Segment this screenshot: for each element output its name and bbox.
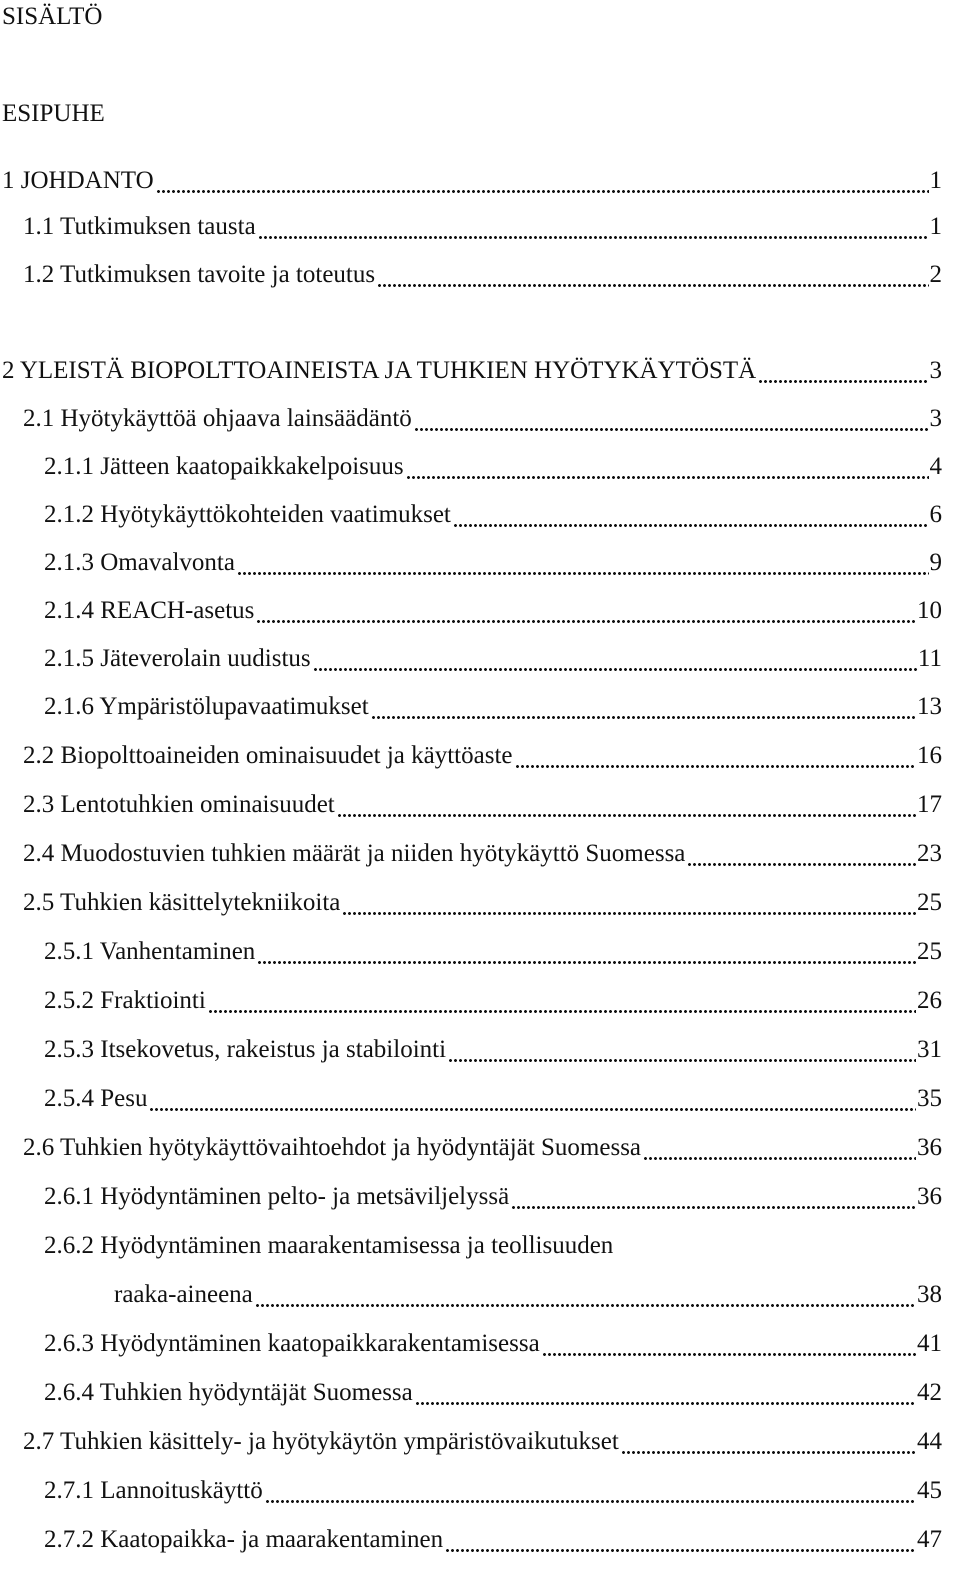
- dot-leader: [687, 839, 916, 869]
- toc-entry-label: 2.6.4 Tuhkien hyödyntäjät Suomessa: [44, 1379, 413, 1406]
- toc-entry-2-5-4[interactable]: [44, 1084, 942, 1114]
- toc-entry-label: 2.4 Muodostuvien tuhkien määrät ja niiden hyötykäyttö Suomessa: [23, 840, 686, 867]
- toc-entry-label: 2.6 Tuhkien hyötykäyttövaihtoehdot ja hyödyntäjät Suomessa: [23, 1134, 642, 1161]
- toc-entry-2-6-2[interactable]: [114, 1280, 942, 1310]
- toc-entry-label: 2.1.3 Omavalvonta: [44, 549, 235, 576]
- toc-entry-label: 2.7.1 Lannoituskäyttö: [44, 1477, 263, 1504]
- toc-entry-2-5[interactable]: [23, 888, 942, 918]
- toc-entry-2-7-2[interactable]: [44, 1525, 942, 1555]
- toc-entry-label: 2.5.4 Pesu: [44, 1085, 148, 1112]
- toc-entry-label: 1 JOHDANTO: [2, 167, 154, 194]
- toc-entry-2-6-2-label[interactable]: 2.6.2 Hyödyntäminen maarakentamisessa ja teollisuuden: [44, 1232, 614, 1259]
- dot-leader: [149, 1084, 916, 1114]
- toc-entry-page: 16: [917, 742, 942, 769]
- toc-entry-label: 2.7 Tuhkien käsittely- ja hyötykäytön ympäristövaikutukset: [23, 1428, 619, 1455]
- dot-leader: [758, 356, 928, 386]
- toc-entry-2-7-1[interactable]: [44, 1476, 942, 1506]
- toc-entry-page: 42: [917, 1379, 942, 1406]
- toc-entry-label: 1.1 Tutkimuksen tausta: [23, 213, 256, 240]
- toc-entry-label: 1.2 Tutkimuksen tavoite ja toteutus: [23, 261, 376, 288]
- toc-entry-page: 13: [917, 693, 942, 720]
- dot-leader: [208, 986, 916, 1016]
- toc-entry-page: 25: [917, 889, 942, 916]
- toc-entry-label: 2.1.4 REACH-asetus: [44, 597, 255, 624]
- dot-leader: [313, 644, 917, 674]
- dot-leader: [258, 212, 929, 242]
- dot-leader: [256, 596, 916, 626]
- toc-title: SISÄLTÖ: [2, 3, 103, 30]
- toc-entry-2-3[interactable]: [23, 790, 942, 820]
- dot-leader: [414, 404, 929, 434]
- toc-entry-page: 23: [917, 840, 942, 867]
- dot-leader: [621, 1427, 916, 1457]
- toc-entry-label: 2.5 Tuhkien käsittelytekniikoita: [23, 889, 341, 916]
- toc-entry-label: 2.1.1 Jätteen kaatopaikkakelpoisuus: [44, 453, 404, 480]
- toc-entry-2-4[interactable]: [23, 839, 942, 869]
- toc-entry-2-1-6[interactable]: [44, 692, 942, 722]
- toc-entry-1[interactable]: [2, 166, 942, 196]
- toc-entry-page: 45: [917, 1477, 942, 1504]
- toc-entry-page: 17: [917, 791, 942, 818]
- toc-entry-2-5-3[interactable]: [44, 1035, 942, 1065]
- toc-entry-2-6-1[interactable]: [44, 1182, 942, 1212]
- toc-entry-1-1[interactable]: [23, 212, 942, 242]
- toc-entry-page: 41: [917, 1330, 942, 1357]
- toc-entry-page: 4: [929, 453, 942, 480]
- toc-entry-label: 2.2 Biopolttoaineiden ominaisuudet ja käyttöaste: [23, 742, 513, 769]
- toc-entry-1-2[interactable]: [23, 260, 942, 290]
- dot-leader: [337, 790, 916, 820]
- toc-entry-page: 36: [917, 1183, 942, 1210]
- toc-entry-label: 2 YLEISTÄ BIOPOLTTOAINEISTA JA TUHKIEN HYÖTYKÄYTÖSTÄ: [2, 357, 757, 384]
- toc-entry-page: 3: [929, 405, 942, 432]
- dot-leader: [448, 1035, 916, 1065]
- dot-leader: [643, 1133, 916, 1163]
- toc-entry-2-1[interactable]: [23, 404, 942, 434]
- preface-heading: ESIPUHE: [2, 100, 105, 127]
- toc-entry-2[interactable]: [2, 356, 942, 386]
- toc-entry-2-2[interactable]: [23, 741, 942, 771]
- toc-entry-page: 11: [917, 645, 942, 672]
- toc-entry-2-6-4[interactable]: [44, 1378, 942, 1408]
- dot-leader: [237, 548, 929, 578]
- toc-entry-page: 3: [929, 357, 942, 384]
- dot-leader: [371, 692, 916, 722]
- toc-entry-2-5-1[interactable]: [44, 937, 942, 967]
- toc-entry-label: 2.1.6 Ympäristölupavaatimukset: [44, 693, 369, 720]
- toc-entry-label-continuation: raaka-aineena: [114, 1281, 253, 1308]
- toc-entry-page: 47: [917, 1526, 942, 1553]
- toc-entry-page: 44: [917, 1428, 942, 1455]
- dot-leader: [406, 452, 929, 482]
- dot-leader: [511, 1182, 916, 1212]
- toc-entry-page: 35: [917, 1085, 942, 1112]
- toc-entry-2-1-1[interactable]: [44, 452, 942, 482]
- toc-entry-2-7[interactable]: [23, 1427, 942, 1457]
- toc-entry-label: 2.1.2 Hyötykäyttökohteiden vaatimukset: [44, 501, 451, 528]
- dot-leader: [515, 741, 917, 771]
- dot-leader: [265, 1476, 916, 1506]
- dot-leader: [415, 1378, 916, 1408]
- toc-entry-page: 10: [917, 597, 942, 624]
- toc-entry-page: 25: [917, 938, 942, 965]
- dot-leader: [445, 1525, 916, 1555]
- toc-entry-page: 36: [917, 1134, 942, 1161]
- toc-entry-page: 6: [929, 501, 942, 528]
- dot-leader: [257, 937, 916, 967]
- toc-entry-label: 2.5.1 Vanhentaminen: [44, 938, 256, 965]
- toc-entry-label: 2.6.3 Hyödyntäminen kaatopaikkarakentamisessa: [44, 1330, 540, 1357]
- dot-leader: [453, 500, 929, 530]
- toc-entry-label: 2.5.3 Itsekovetus, rakeistus ja stabilointi: [44, 1036, 447, 1063]
- toc-entry-page: 1: [929, 213, 942, 240]
- toc-entry-page: 2: [929, 261, 942, 288]
- toc-entry-label: 2.1 Hyötykäyttöä ohjaava lainsäädäntö: [23, 405, 412, 432]
- toc-entry-page: 1: [929, 167, 942, 194]
- toc-entry-2-1-4[interactable]: [44, 596, 942, 626]
- dot-leader: [255, 1280, 916, 1310]
- toc-entry-page: 38: [917, 1281, 942, 1308]
- toc-entry-label: 2.3 Lentotuhkien ominaisuudet: [23, 791, 335, 818]
- dot-leader: [542, 1329, 916, 1359]
- toc-entry-2-1-5[interactable]: [44, 644, 942, 674]
- toc-entry-label: 2.6.1 Hyödyntäminen pelto- ja metsäviljelyssä: [44, 1183, 510, 1210]
- toc-entry-2-6-3[interactable]: [44, 1329, 942, 1359]
- toc-entry-2-5-2[interactable]: [44, 986, 942, 1016]
- dot-leader: [156, 166, 929, 196]
- toc-entry-page: 26: [917, 987, 942, 1014]
- toc-entry-2-1-2[interactable]: [44, 500, 942, 530]
- dot-leader: [377, 260, 928, 290]
- toc-entry-label: 2.1.5 Jäteverolain uudistus: [44, 645, 311, 672]
- toc-entry-label: 2.7.2 Kaatopaikka- ja maarakentaminen: [44, 1526, 444, 1553]
- toc-entry-2-1-3[interactable]: [44, 548, 942, 578]
- toc-entry-2-6[interactable]: [23, 1133, 942, 1163]
- toc-entry-label: 2.5.2 Fraktiointi: [44, 987, 206, 1014]
- toc-entry-page: 31: [917, 1036, 942, 1063]
- dot-leader: [342, 888, 916, 918]
- toc-entry-page: 9: [929, 549, 942, 576]
